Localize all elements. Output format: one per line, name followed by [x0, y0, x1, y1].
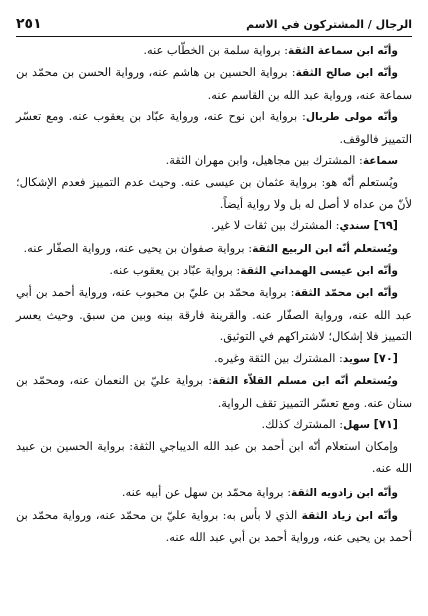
- key-term: ويُستعلم أنّه ابن مسلم القلاّء الثقة: [212, 375, 398, 388]
- key-term: وأنّه مولى طربال: [305, 111, 398, 124]
- paragraph-text: : برواية الحسين بن هاشم عنه، ورواية الحسن بن محمّد بن سماعة عنه، ورواية عبد الله بن القاسم عنه.: [16, 65, 412, 102]
- paragraph: [16, 40, 412, 62]
- key-term: وأنّه ابن محمّد الثقة: [294, 287, 398, 300]
- paragraph-text: : برواية سلمة بن الخطّاب عنه.: [143, 43, 289, 57]
- key-term: وأنّه ابن زادويه الثقة: [291, 487, 398, 500]
- entry-text: : المشترك كذلك.: [261, 416, 344, 431]
- entry-number: [٧١]: [373, 416, 398, 431]
- paragraph-text: ويُستعلم أنّه هو: برواية عثمان بن عيسى عنه. وحيث عدم التمييز فعدم الإشكال؛ لأنّ من عداه لا أصل له بل ولا رواية أيضاً.: [16, 175, 412, 211]
- entry-text: : المشترك بين ثقات لا غير.: [210, 218, 340, 233]
- key-term: وأنّه ابن زياد الثقة: [301, 509, 398, 522]
- entry-name: سهل: [343, 418, 371, 431]
- body-text: [16, 40, 412, 548]
- paragraph-text: الذي لا بأس به: برواية عليّ بن محمّد عنه، ورواية محمّد بن أحمد بن يحيى عنه، ورواية أحمد بن أبي عبد الله عنه.: [16, 507, 412, 544]
- paragraph-text: : برواية عليّ بن النعمان عنه، ومحمّد بن سنان عنه. ومع تعسّر التمييز تقف الرواية.: [16, 373, 412, 410]
- entry-name: سندي: [339, 220, 371, 233]
- entry-heading: [16, 414, 412, 436]
- paragraph-text: : برواية ابن نوح عنه، ورواية عبّاد بن يعقوب عنه. ومع تعسّر التمييز فالوقف.: [16, 109, 412, 146]
- paragraph: [16, 62, 412, 106]
- paragraph-text: : برواية صفوان بن يحيى عنه، ورواية الصفّار عنه.: [23, 240, 253, 255]
- page-header: [16, 14, 412, 34]
- paragraph: [16, 238, 412, 260]
- paragraph: [16, 370, 412, 414]
- key-term: وأنّه ابن عيسى الهمداني الثقة: [240, 265, 398, 278]
- paragraph-text: وإمكان استعلام أنّه ابن أحمد بن عبد الله الديباجي الثقة: برواية الحسين بن عبيد الله عنه.: [16, 439, 412, 475]
- paragraph: [16, 505, 412, 549]
- key-term: سماعة: [362, 155, 398, 168]
- paragraph: [16, 172, 412, 215]
- paragraph-text: : برواية محمّد بن سهل عن أبيه عنه.: [121, 485, 292, 500]
- paragraph: [16, 106, 412, 150]
- page-number: ٢٥١: [16, 16, 42, 32]
- paragraph: [16, 436, 412, 479]
- entry-number: [٧٠]: [373, 350, 398, 365]
- paragraph: [16, 150, 412, 172]
- key-term: وأنّه ابن صالح الثقة: [295, 67, 398, 80]
- entry-number: [٦٩]: [373, 218, 398, 233]
- paragraph: [16, 260, 412, 282]
- entry-text: : المشترك بين الثقة وغيره.: [214, 350, 343, 365]
- entry-heading: [16, 215, 412, 237]
- paragraph: [16, 482, 412, 504]
- paragraph: [16, 282, 412, 347]
- header-rule: [16, 36, 412, 37]
- paragraph-text: : برواية عبّاد بن يعقوب عنه.: [109, 263, 241, 278]
- paragraph-text: : المشترك بين مجاهيل، وابن مهران الثقة.: [165, 153, 363, 168]
- paragraph-text: : برواية محمّد بن عليّ بن محبوب عنه، ورواية أحمد بن أبي عبد الله عنه، ورواية الصفّار عنه. والقرينة فارقة بينه وبين من سبق. وحيث يعسر التمييز فلا إشكال؛ لاشتراكهم في التوثيق.: [16, 285, 412, 344]
- entry-heading: [16, 348, 412, 370]
- key-term: وأنّه ابن سماعة الثقة: [288, 45, 398, 57]
- running-title: الرجال / المشتركون في الاسم: [246, 17, 412, 31]
- entry-name: سويد: [342, 352, 371, 365]
- key-term: ويُستعلم أنّه ابن الربيع الثقة: [252, 242, 398, 255]
